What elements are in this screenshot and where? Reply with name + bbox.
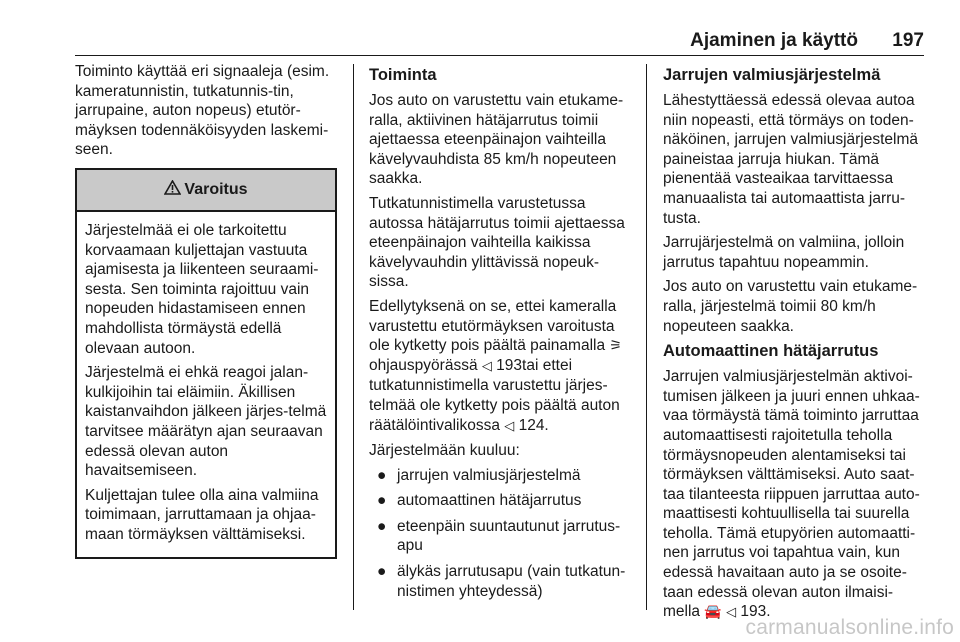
column-left bbox=[75, 62, 337, 559]
list-item-text: automaattinen hätäjarrutus bbox=[397, 492, 582, 510]
bullet-icon: ● bbox=[377, 563, 387, 581]
intro-paragraph: Toiminto käyttää eri signaaleja (esim. kameratunnistin, tutkatunnis-tin, jarrupaine, auton nopeus) etutör-mäyksen todennäköisyyden laskemi-seen. bbox=[75, 63, 330, 159]
heading-toiminta: Toiminta bbox=[369, 66, 437, 84]
watermark: carmanualsonline.info bbox=[745, 616, 954, 639]
bullet-icon: ● bbox=[377, 492, 387, 510]
header-divider bbox=[75, 55, 924, 56]
page-number: 197 bbox=[892, 30, 924, 51]
warning-paragraph-1: Järjestelmää ei ole tarkoitettu korvaamaan kuljettajan vastuuta ajamisesta ja liikenteen seuraami-sesta. Sen toiminta rajoittuu vain nopeuden hidastamiseen ennen mahdollista törmäystä edellä olevaan autoon. bbox=[85, 221, 319, 357]
paragraph-brake-prefill: Lähestyttäessä edessä olevaa autoa niin nopeasti, että törmäys on toden-näköinen, jarrujen valmiusjärjestelmä paineistaa jarruja hiukan. Tämä pienentää vasteaikaa tarvittaessa manuaalista tai automaattista jarru-tusta. bbox=[663, 92, 919, 227]
warning-paragraph-3: Kuljettajan tulee olla aina valmiina toimimaan, jarruttamaan ja ohjaa-maan törmäyksen välttämiseksi. bbox=[85, 486, 319, 543]
steering-wheel-button-icon: ⚞ bbox=[609, 337, 622, 354]
warning-body bbox=[77, 212, 335, 558]
heading-brake-assist: Jarrujen valmiusjärjestelmä bbox=[663, 66, 881, 84]
list-item-text: eteenpäin suuntautunut jarrutus-apu bbox=[397, 517, 621, 555]
column-divider-1 bbox=[353, 64, 354, 610]
page-reference-icon: ◁ bbox=[726, 605, 737, 621]
list-item bbox=[369, 466, 634, 486]
warning-icon bbox=[164, 180, 181, 201]
paragraph-camera-speed: Jos auto on varustettu vain etukame-ralla, järjestelmä toimii 80 km/h nopeuteen saakka. bbox=[663, 278, 918, 335]
bullet-icon: ● bbox=[377, 466, 387, 484]
paragraph-auto-braking bbox=[663, 367, 928, 623]
warning-title: Varoitus bbox=[184, 181, 248, 199]
text-span: Jarrujen valmiusjärjestelmän aktivoi-tumisen jälkeen ja juuri ennen uhkaa-vaa törmäystä tämä toiminto jarruttaa automaattisesti rajoitetulla teholla törmäysnopeuden alentamiseksi tai törmäyksen välttämiseksi. Auto saat-taa tilanteesta riippuen jarruttaa auto-maattisesti kohtuullisella tai suurella teholla. Tämä etupyörien automaatti-nen jarrutus voi tapahtua vain, kun edessä havaitaan auto ja se osoite-taan edessä olevan auton ilmaisi-mella bbox=[663, 368, 920, 621]
feature-list bbox=[369, 466, 634, 602]
warning-header bbox=[77, 170, 335, 212]
page-reference-icon: ◁ bbox=[504, 418, 515, 434]
text-span: 193tai ettei tutkatunnistimella varustettu järjes-telmää ole kytketty pois päältä auton räätälöintivalikossa bbox=[369, 356, 620, 434]
list-item bbox=[369, 562, 634, 601]
paragraph-camera: Jos auto on varustettu vain etukame-ralla, aktiivinen hätäjarrutus toimii ajettaessa eteenpäinajon vaihteilla kävelyvauhdista 85 km/h nopeuteen saakka. bbox=[369, 92, 624, 188]
paragraph-brake-ready: Jarrujärjestelmä on valmiina, jolloin jarrutus tapahtuu nopeammin. bbox=[663, 234, 905, 271]
page-header bbox=[75, 30, 924, 54]
column-middle bbox=[369, 62, 634, 607]
text-span: ohjauspyörässä bbox=[369, 356, 482, 374]
list-item-text: jarrujen valmiusjärjestelmä bbox=[397, 466, 581, 484]
section-title: Ajaminen ja käyttö bbox=[690, 30, 858, 51]
page-reference-icon: ◁ bbox=[481, 358, 492, 374]
text-span: Edellytyksenä on se, ettei kameralla varustettu etutörmäyksen varoitusta ole kytketty pois päältä painamalla bbox=[369, 297, 617, 355]
text-span: 124. bbox=[514, 416, 549, 434]
heading-auto-emergency-braking: Automaattinen hätäjarrutus bbox=[663, 342, 879, 361]
column-right bbox=[663, 62, 928, 628]
paragraph-radar: Tutkatunnistimella varustetussa autossa hätäjarrutus toimii ajettaessa eteenpäinajon vaihteilla kaikissa kävelyvauhdin ylittävissä nopeuk-sissa. bbox=[369, 194, 625, 291]
warning-box bbox=[75, 168, 337, 560]
vehicle-ahead-icon: 🚘 bbox=[704, 603, 722, 620]
paragraph-prerequisite bbox=[369, 297, 634, 436]
list-item-text: älykäs jarrutusapu (vain tutkatun-nistimen yhteydessä) bbox=[397, 563, 626, 600]
bullet-icon: ● bbox=[377, 517, 387, 535]
paragraph-includes: Järjestelmään kuuluu: bbox=[369, 442, 520, 460]
column-divider-2 bbox=[646, 64, 647, 610]
list-item bbox=[369, 517, 634, 556]
list-item bbox=[369, 491, 634, 511]
warning-paragraph-2: Järjestelmä ei ehkä reagoi jalan-kulkijoihin tai eläimiin. Äkillisen kaistanvaihdon jälkeen järjes-telmä tarvitsee määrätyn ajan seuraavan edessä olevan auton havaitsemiseen. bbox=[85, 364, 327, 480]
text-span: 193. bbox=[736, 603, 771, 621]
